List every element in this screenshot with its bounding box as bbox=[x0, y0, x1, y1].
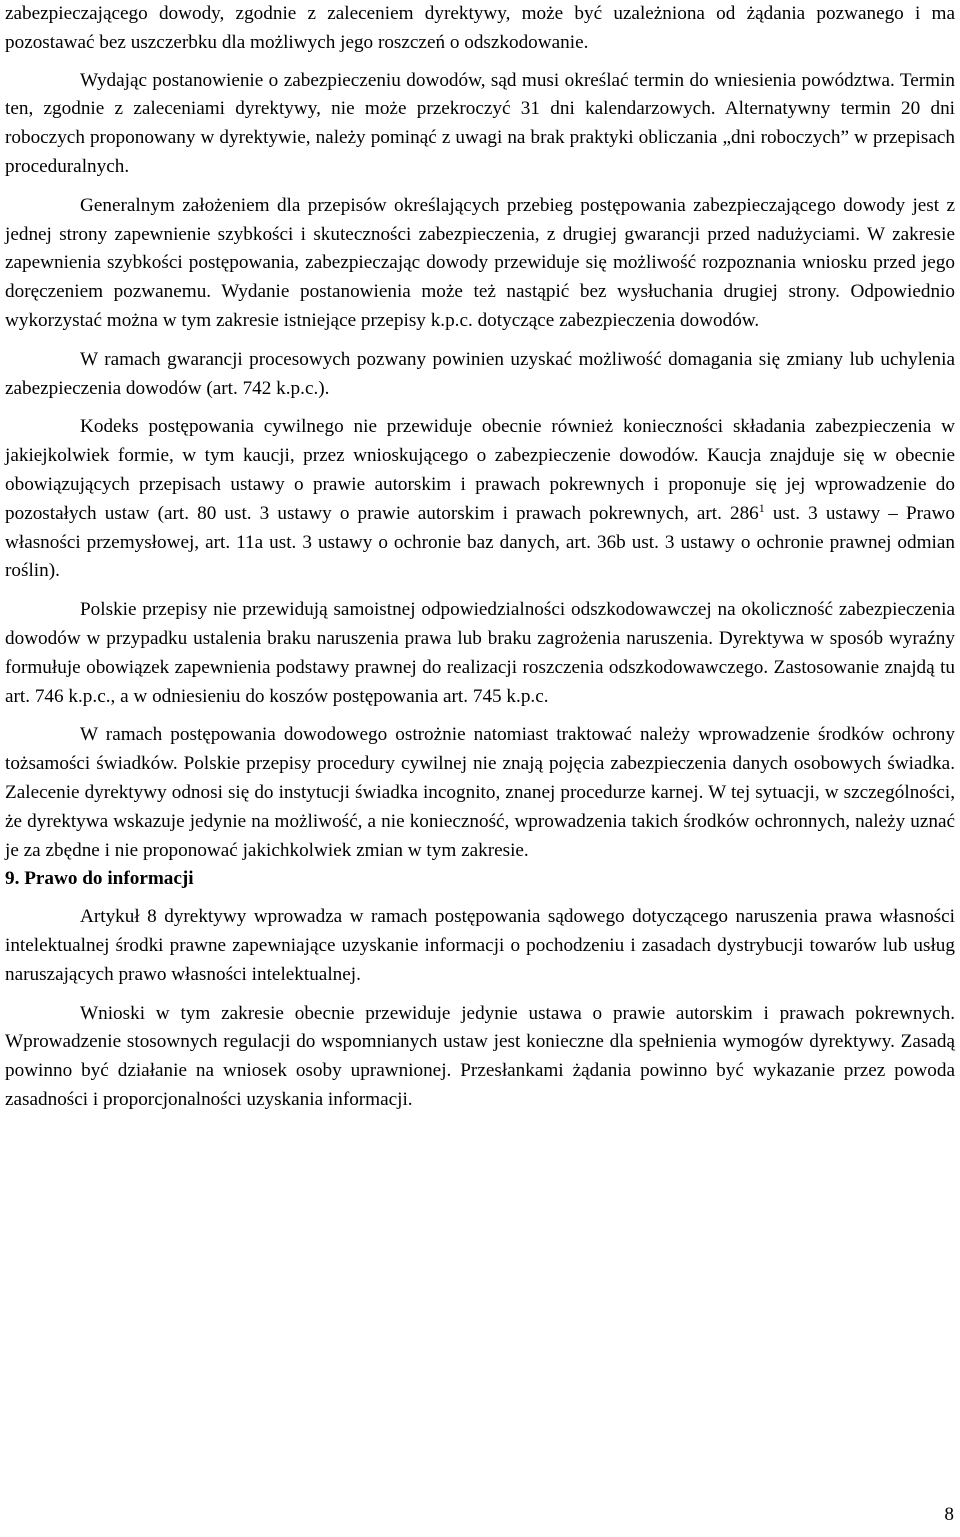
paragraph-general-assumption: Generalnym założeniem dla przepisów określających przebieg postępowania zabezpieczającego dowody jest z jednej strony zapewnienie szybkości i skuteczności zabezpieczenia, z drugiej gwarancji przed nadużyciami. W zakresie zapewnienia szybkości postępowania, zabezpieczając dowody przewiduje się możliwość rozpoznania wniosku przed jego doręczeniem pozwanemu. Wydanie postanowienia może też nastąpić bez wysłuchania drugiej strony. Odpowiednio wykorzystać można w tym zakresie istniejące przepisy k.p.c. dotyczące zabezpieczenia dowodów. bbox=[5, 194, 955, 331]
paragraph-motions: Wnioski w tym zakresie obecnie przewiduje jedynie ustawa o prawie autorskim i prawach pokrewnych. Wprowadzenie stosownych regulacji do wspomnianych ustaw jest konieczne dla spełnienia wymogów dyrektywy. Zasadą powinno być działanie na wniosek osoby uprawnionej. Przesłankami żądania powinno być wykazanie przez powoda zasadności i proporcjonalności uzyskania informacji. bbox=[5, 1002, 955, 1110]
paragraph-procedural-guarantees: W ramach gwarancji procesowych pozwany powinien uzyskać możliwość domagania się zmiany lub uchylenia zabezpieczenia dowodów (art. 742 k.p.c.). bbox=[5, 348, 955, 399]
paragraph-deadline: Wydając postanowienie o zabezpieczeniu dowodów, sąd musi określać termin do wniesienia powództwa. Termin ten, zgodnie z zaleceniami dyrektywy, nie może przekroczyć 31 dni kalendarzowych. Alternatywny termin 20 dni roboczych proponowany w dyrektywie, należy pominąć z uwagi na brak praktyki obliczania „dni roboczych” w przepisach proceduralnych. bbox=[5, 69, 955, 177]
superscript-one: 1 bbox=[758, 500, 765, 515]
section-heading: 9. Prawo do informacji bbox=[5, 868, 194, 890]
page-number: 8 bbox=[944, 1504, 954, 1525]
paragraph-witness-protection: W ramach postępowania dowodowego ostrożnie natomiast traktować należy wprowadzenie środków ochrony tożsamości świadków. Polskie przepisy procedury cywilnej nie znają pojęcia zabezpieczenia danych osobowych świadka. Zalecenie dyrektywy odnosi się do instytucji świadka incognito, znanej procedurze karnej. W tej sytuacji, w szczególności, że dyrektywa wskazuje jedynie na możliwość, a nie konieczność, wprowadzenia takich środków ochronnych, należy uznać je za zbędne i nie proponować jakichkolwiek zmian w tym zakresie. bbox=[5, 724, 955, 861]
paragraph-continuation: zabezpieczającego dowody, zgodnie z zaleceniem dyrektywy, może być uzależniona od żądania pozwanego i ma pozostawać bez uszczerbku dla możliwych jego roszczeń o odszkodowanie. bbox=[5, 3, 955, 53]
paragraph-compensation: Polskie przepisy nie przewidują samoistnej odpowiedzialności odszkodowawczej na okoliczność zabezpieczenia dowodów w przypadku ustalenia braku naruszenia prawa lub braku zagrożenia naruszenia. Dyrektywa w sposób wyraźny formułuje obowiązek zapewnienia podstawy prawnej do realizacji roszczenia odszkodowawczego. Zastosowanie znajdą tu art. 746 k.p.c., a w odniesieniu do koszów postępowania art. 745 k.p.c. bbox=[5, 599, 955, 707]
paragraph-article-8: Artykuł 8 dyrektywy wprowadza w ramach postępowania sądowego dotyczącego naruszenia prawa własności intelektualnej środki prawne zapewniające uzyskanie informacji o pochodzeniu i zasadach dystrybucji towarów lub usług naruszających prawo własności intelektualnej. bbox=[5, 906, 955, 985]
paragraph-security-deposit bbox=[5, 413, 955, 586]
paragraph-security-deposit-text-end: ust. 3 ustawy – Prawo własności przemysłowej, art. 11a ust. 3 ustawy o ochronie baz danych, art. 36b ust. 3 ustawy o ochronie prawnej odmian roślin). bbox=[5, 502, 956, 582]
paragraph-security-deposit-text: Kodeks postępowania cywilnego nie przewiduje obecnie również konieczności składania zabezpieczenia w jakiejkolwiek formie, w tym kaucji, przez wnioskującego o zabezpieczenie dowodów. Kaucja znajduje się w obecnie obowiązujących przepisach ustawy o prawie autorskim i prawach pokrewnych i proponuje się jej wprowadzenie do pozostałych ustaw (art. 80 ust. 3 ustawy o prawie autorskim i prawach pokrewnych, art. 286 bbox=[5, 416, 955, 524]
document-page bbox=[5, 0, 955, 1115]
